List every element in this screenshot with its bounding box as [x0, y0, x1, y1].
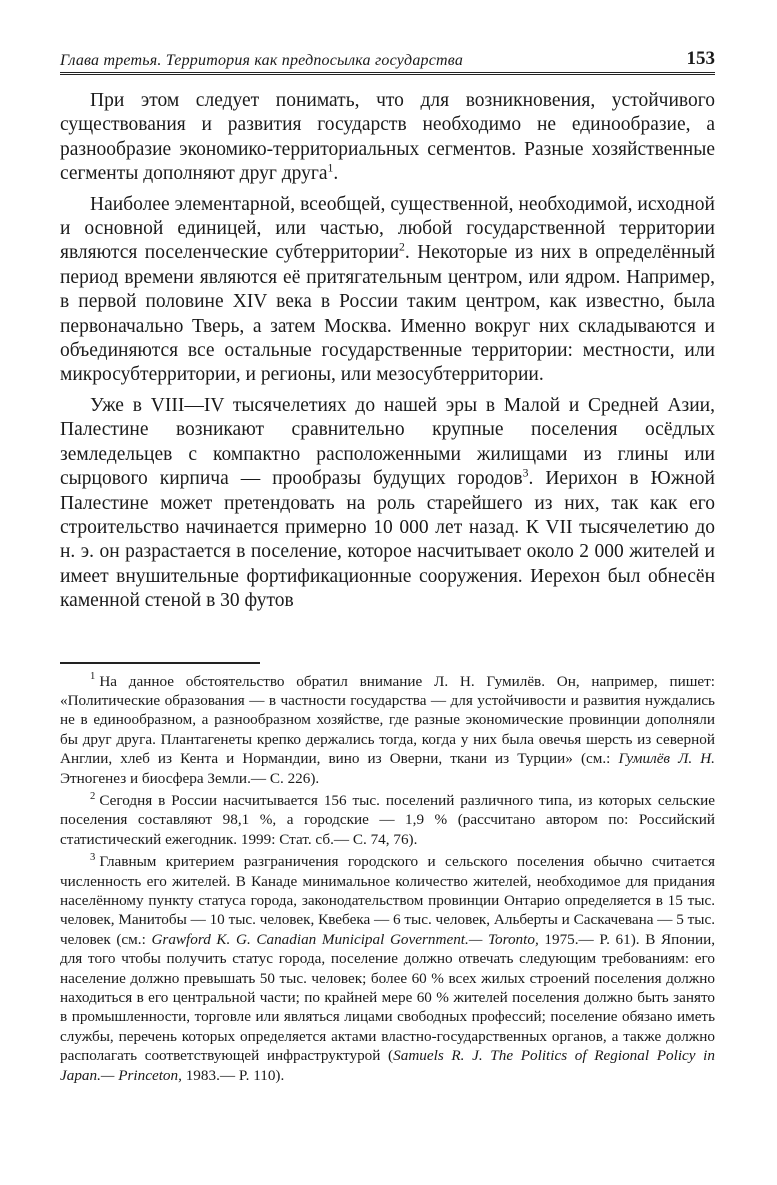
footnote: $^2$ Сегодня в России насчитывается 156 тыс. поселений различного типа, из которых сельские поселения составляют 98,1 %, а городские — 1,9 % (рассчитано автором по: Российский статистический ежегодник. 1999: Стат. сб.— С. 74, 76). — [60, 790, 715, 848]
footnotes — [60, 672, 715, 1086]
footnote-ref[interactable]: 2 — [399, 240, 405, 254]
book-page — [60, 38, 715, 1088]
footnote-ref[interactable]: 1 — [327, 161, 334, 175]
footnote-divider — [60, 662, 260, 664]
footnote-number: 3 — [90, 852, 96, 864]
footnote-number: 2 — [90, 790, 96, 802]
paragraph: Уже в VIII—IV тысячелетиях до нашей эры в Малой и Средней Азии, Палестине возникают сравнительно крупные поселения осёдлых земледельцев с компактно расположенными жилищами из глины или сырцового кирпича — прообразы будущих городов$^3$. Иерихон в Южной Палестине может претендовать на роль старейшего из них, так как его строительство начинается примерно 10 000 лет назад. К VII тысячелетию до н. э. он разрастается в поселение, которое насчитывает около 2 000 жителей и имеет внушительные фортификационные сооружения. Иерехон был обнесён каменной стеной в 30 футов — [60, 394, 715, 612]
running-title: Глава третья. Территория как предпосылка государства — [60, 52, 464, 69]
page-number: 153 — [686, 48, 715, 69]
footnote-ref[interactable]: 3 — [522, 466, 529, 480]
main-text — [60, 89, 715, 614]
footnote: $^1$ На данное обстоятельство обратил внимание Л. Н. Гумилёв. Он, например, пишет: «Политические образования — в частности государства — для устойчивости и развития нуждались не в единообразном, а разнообразном хозяйстве, где разные экономические провинции дополняли бы друг друга. Плантагенеты крепко держались тогда, когда у них была овечья шерсть из северной Англии, хлеб из Кента и Нормандии, вино из Оверни, ткани из Турции» (см.: Гумилёв Л. Н. Этногенез и биосфера Земли.— С. 226). — [60, 671, 715, 787]
footnote: $^3$ Главным критерием разграничения городского и сельского поселения обычно считается численность его жителей. В Канаде минимальное количество жителей, необходимое для придания населённому пункту статуса города, законодательством провинции Онтарио определяется в 15 тыс. человек, Манитобы — 10 тыс. человек, Квебека — 6 тыс. человек, Альберты и Саскачевана — 5 тыс. человек (см.: Grawford K. G. Canadian Municipal Government.— Toronto, 1975.— P. 61). В Японии, для того чтобы получить статус города, поселение должно отвечать следующим требованиям: его население должно превышать 50 тыс. человек; более 60 % всех жилых строений поселения должно находиться в его центральной части; по крайней мере 60 % жителей поселения должно быть занято в промышленности, торговле или являться лицами свободных профессий; поселение обязано иметь службы, перечень которых определяется актами властно-государственных органов, а также должно располагать соответствующей инфраструктурой (Samuels R. J. The Politics of Regional Policy in Japan.— Princeton, 1983.— P. 110). — [60, 852, 716, 1084]
paragraph: Наиболее элементарной, всеобщей, существенной, необходимой, исходной и основной единицей, или частью, любой государственной территории являются поселенческие субтерритории$^2$. Некоторые из них в определённый период времени являются её притягательным центром, или ядром. Например, в первой половине XIV века в России таким центром, как известно, была первоначально Тверь, а затем Москва. Именно вокруг них складываются и объединяются все остальные государственные территории: местности, или микросубтерритории, и регионы, или мезосубтерритории. — [60, 193, 715, 386]
running-header — [60, 38, 715, 75]
paragraph: При этом следует понимать, что для возникновения, устойчивого существования и развития государств необходимо не единообразие, а разнообразие экономико-территориальных сегментов. Разные хозяйственные сегменты дополняют друг друга$^1$. — [60, 90, 715, 185]
footnote-number: 1 — [90, 671, 96, 683]
